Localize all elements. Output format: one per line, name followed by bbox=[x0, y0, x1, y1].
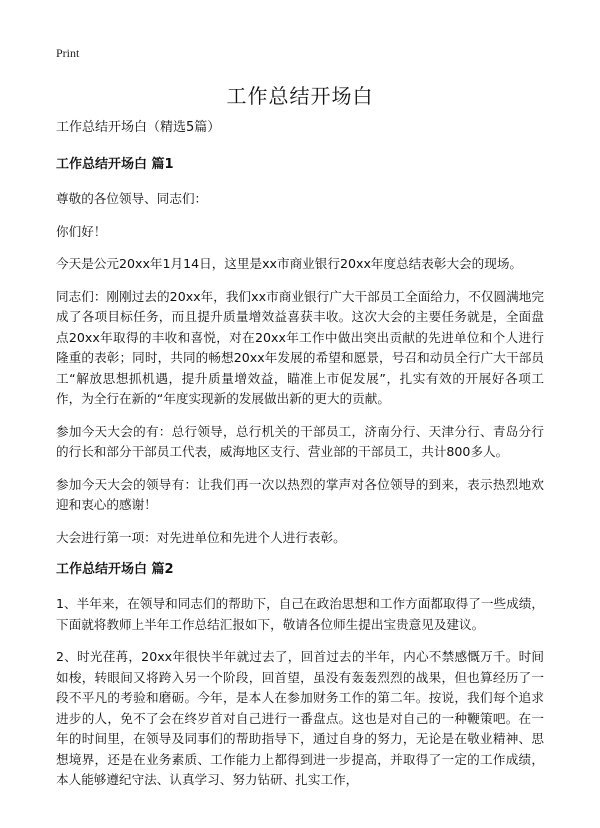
document-subtitle: 工作总结开场白（精选5篇） bbox=[56, 120, 221, 135]
print-link[interactable]: Print bbox=[56, 46, 80, 60]
paragraph: 2、时光荏苒，20xx年很快半年就过去了，回首过去的半年，内心不禁感慨万千。时间如梭，转眼间又将跨入另一个阶段，回首望，虽没有轰轰烈烈的战果，但也算经历了一段不平凡的考验和磨砺。今年，是本人在参加财务工作的第二年。按说，我们每个追求进步的人，免不了会在终岁首对自己进行一番盘点。这也是对自己的一种鞭策吧。在一年的时间里，在领导及同事们的帮助指导下，通过自身的努力，无论是在敬业精神、思想境界，还是在业务素质、工作能力上都得到进一步提高，并取得了一定的工作成绩，本人能够遵纪守法、认真学习、努力钻研、扎实工作， bbox=[56, 649, 544, 787]
section-heading: 工作总结开场白 篇2 bbox=[56, 562, 174, 577]
paragraph: 参加今天大会的有：总行领导，总行机关的干部员工，济南分行、天津分行、青岛分行的行长和部分干部员工代表，威海地区支行、营业部的干部员工，共计800多人。 bbox=[56, 423, 544, 459]
paragraph: 今天是公元20xx年1月14日，这里是xx市商业银行20xx年度总结表彰大会的现场。 bbox=[56, 256, 523, 271]
paragraph: 你们好！ bbox=[56, 223, 107, 239]
page-title: 工作总结开场白 bbox=[226, 84, 374, 108]
document-body bbox=[56, 118, 544, 803]
paragraph: 1、半年来，在领导和同志们的帮助下，自己在政治思想和工作方面都取得了一些成绩，下面就将教师上半年工作总结汇报如下，敬请各位师生提出宝贵意见及建议。 bbox=[56, 596, 544, 632]
paragraph: 参加今天大会的领导有：让我们再一次以热烈的掌声对各位领导的到来，表示热烈地欢迎和衷心的感谢！ bbox=[56, 476, 544, 512]
paragraph: 大会进行第一项：对先进单位和先进个人进行表彰。 bbox=[56, 529, 346, 545]
paragraph: 同志们：刚刚过去的20xx年，我们xx市商业银行广大干部员工全面给力，不仅圆满地完成了各项目标任务，而且提升质量增效益喜获丰收。这次大会的主要任务就是，全面盘点20xx年取得的丰收和喜悦，对在20xx年工作中做出突出贡献的先进单位和个人进行隆重的表彰；同时，共同的畅想20xx年发展的希望和愿景，号召和动员全行广大干部员工“解放思想抓机遇，提升质量增效益，瞄准上市促发展”，扎实有效的开展好各项工作，为全行在新的“年度实现新的发展做出新的更大的贡献。 bbox=[56, 288, 544, 406]
section-2 bbox=[56, 560, 544, 791]
section-heading: 工作总结开场白 篇1 bbox=[56, 157, 174, 172]
paragraph: 尊敬的各位领导、同志们： bbox=[56, 191, 208, 206]
section-1 bbox=[56, 155, 544, 548]
